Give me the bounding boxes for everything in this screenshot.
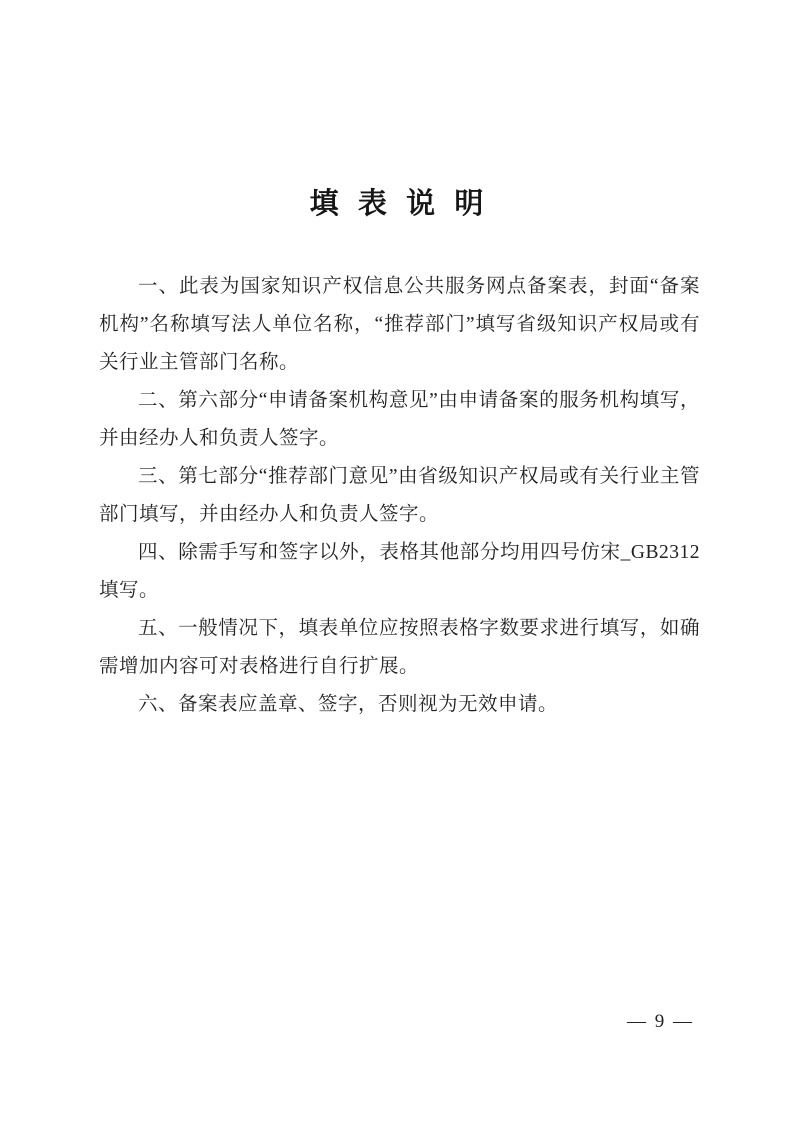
instruction-paragraph-3: 三、第七部分“推荐部门意见”由省级知识产权局或有关行业主管部门填写，并由经办人和负责人签字。 [99, 466, 700, 525]
instructions-body [99, 268, 700, 724]
document-title: 填 表 说 明 [309, 188, 490, 220]
instruction-paragraph-5: 五、一般情况下，填表单位应按照表格字数要求进行填写，如确需增加内容可对表格进行自行扩展。 [99, 618, 700, 677]
instruction-paragraph-2: 二、第六部分“申请备案机构意见”由申请备案的服务机构填写，并由经办人和负责人签字。 [99, 390, 700, 449]
instruction-paragraph-1: 一、此表为国家知识产权信息公共服务网点备案表，封面“备案机构”名称填写法人单位名称，“推荐部门”填写省级知识产权局或有关行业主管部门名称。 [99, 276, 700, 373]
instruction-paragraph-6: 六、备案表应盖章、签字，否则视为无效申请。 [138, 694, 559, 715]
instruction-paragraph-4: 四、除需手写和签字以外，表格其他部分均用四号仿宋_GB2312 填写。 [99, 542, 700, 601]
page-number: — 9 — [627, 1011, 694, 1032]
